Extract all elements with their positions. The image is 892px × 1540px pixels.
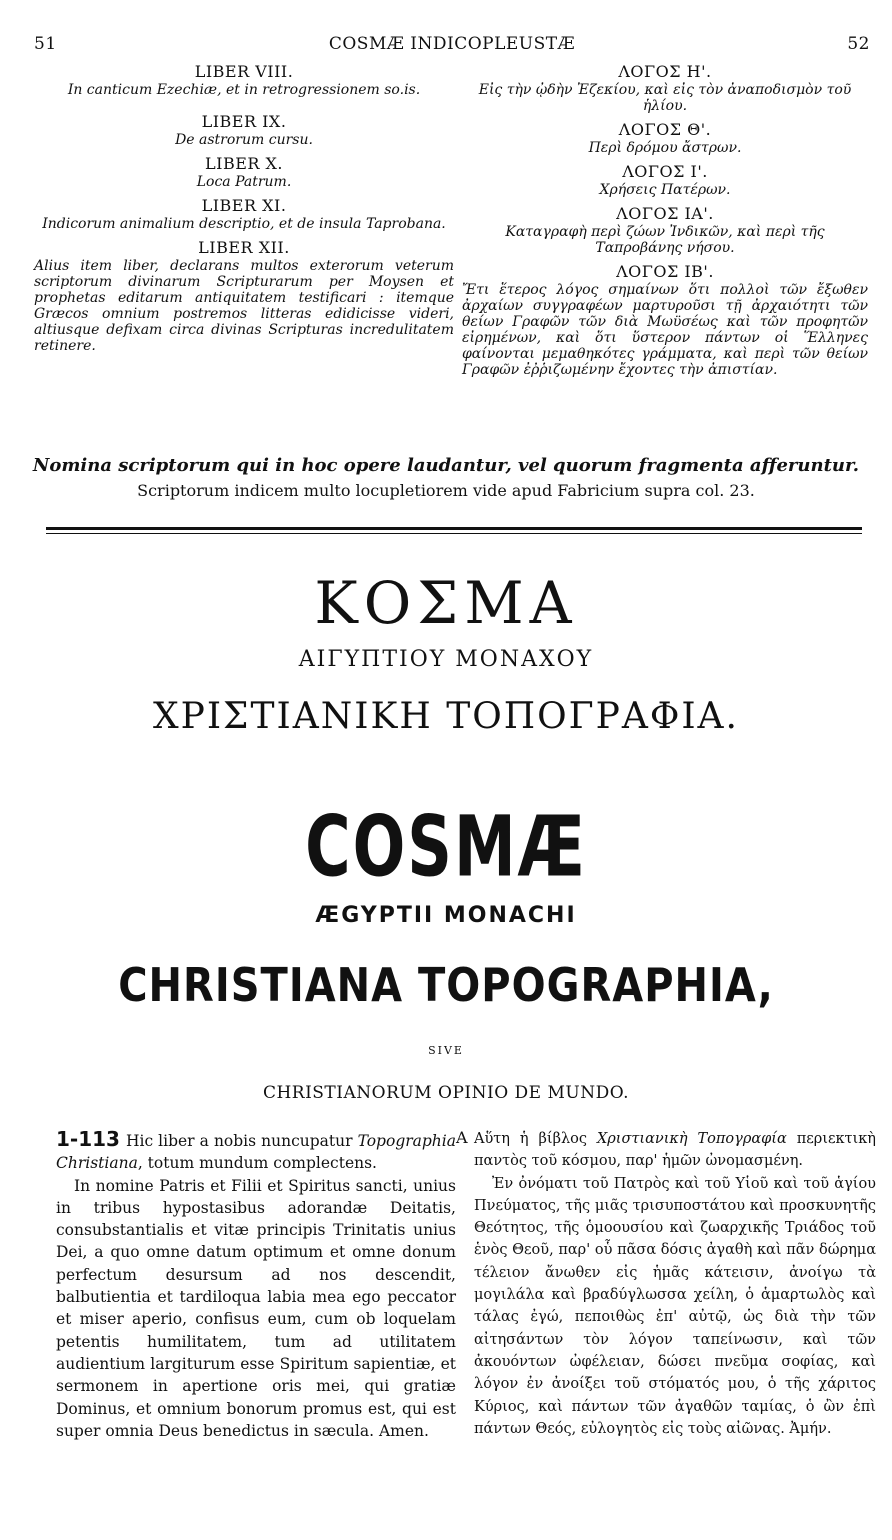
title-alternative: CHRISTIANORUM OPINIO DE MUNDO. <box>262 1083 630 1103</box>
book-description: In canticum Ezechiæ, et in retrogressionem so.is. <box>67 82 421 98</box>
book-heading: LIBER X. <box>205 154 283 173</box>
greek-body-text <box>474 1128 876 1440</box>
page-number-left: 51 <box>34 34 57 54</box>
divider-rule <box>46 527 862 530</box>
greek-title-subtitle: ΑΙΓΥΠΤΙΟΥ ΜΟΝΑΧΟΥ <box>298 647 594 672</box>
book-heading: LIBER XI. <box>201 196 287 215</box>
greek-book-list <box>462 60 868 378</box>
nomina-heading: Nomina scriptorum qui in hoc opere laudantur, vel quorum fragmenta afferuntur. <box>32 455 860 476</box>
greek-title-author: ΚΟΣΜΑ <box>314 569 578 637</box>
latin-title-subtitle: ÆGYPTII MONACHI <box>315 903 577 928</box>
book-heading: LIBER IX. <box>201 112 287 131</box>
book-description: Loca Patrum. <box>196 174 292 190</box>
book-heading: ΛΟΓΟΣ ΙΒ'. <box>616 262 714 281</box>
latin-body-text <box>56 1128 456 1442</box>
running-header <box>34 34 870 56</box>
latin-book-list <box>34 60 454 354</box>
greek-title-work: ΧΡΙΣΤΙΑΝΙΚΗ ΤΟΠΟΓΡΑΦΙΑ. <box>152 696 740 737</box>
book-description: De astrorum cursu. <box>175 132 313 148</box>
book-heading: ΛΟΓΟΣ ΙΑ'. <box>616 204 714 223</box>
title-sive: SIVE <box>428 1044 464 1057</box>
book-heading: LIBER XII. <box>198 238 290 257</box>
book-description: Ἔτι ἕτερος λόγος σημαίνων ὅτι πολλοὶ τῶν ἔξωθεν ἀρχαίων συγγραφέων μαρτυροῦσι τῇ ἀρχαιότητι τῶν θείων Γραφῶν τῶν διὰ Μωϋσέως καὶ τῶν προφητῶν εἰρημένων, καὶ ὅτι ὕστερον πάντων οἱ Ἕλληνες φαίνονται μεμαθηκότες γράμματα, καὶ περὶ τῶν θείων Γραφῶν ἐῤῥιζωμένην ἔχοντες τὴν ἀπιστίαν. <box>462 282 868 378</box>
book-description: Χρήσεις Πατέρων. <box>599 182 731 198</box>
book-heading: LIBER VIII. <box>194 62 294 81</box>
book-description: Indicorum animalium descriptio, et de insula Taprobana. <box>42 216 446 232</box>
running-title: COSMÆ INDICOPLEUSTÆ <box>328 34 576 54</box>
divider-rule <box>46 533 862 534</box>
latin-paragraph: 1-113 Hic liber a nobis nuncupatur Topographia Christiana, totum mundum complectens. <box>56 1127 456 1173</box>
book-heading: ΛΟΓΟΣ Η'. <box>618 62 712 81</box>
latin-title-work: CHRISTIANA TOPOGRAPHIA, <box>118 959 774 1013</box>
page-number-right: 52 <box>847 34 870 54</box>
greek-paragraph: Αὕτη ἡ βίβλος Χριστιανικὴ Τοπογραφία περιεκτικὴ παντὸς τοῦ κόσμου, παρ' ἡμῶν ὠνομασμένη. <box>474 1131 876 1170</box>
book-heading: ΛΟΓΟΣ Θ'. <box>618 120 712 139</box>
latin-paragraph: In nomine Patris et Filii et Spiritus sancti, unius in tribus hypostasibus adorandæ Deitatis, consubstantialis et vitæ principis Trinitatis unius Dei, a quo omne datum optimum et omne donum perfectum desursum ad nos descendit, balbutientia et tardiloqua labia mea ego peccator et miser aperio, confisus eum, cum ob loquelam petentis humilitatem, tum ad utilitatem audientium largiturum esse Spiritum sapientiæ, et sermonem in apertione oris mei, qui gratiæ Dominus, et omnium bonorum promus est, qui est super omnia Deus benedictus in sæcula. Amen. <box>56 1176 456 1440</box>
book-description: Καταγραφὴ περὶ ζώων Ἰνδικῶν, καὶ περὶ τῆς Ταπροβάνης νήσου. <box>505 224 825 256</box>
greek-paragraph: Ἐν ὀνόματι τοῦ Πατρὸς καὶ τοῦ Υἱοῦ καὶ τοῦ ἁγίου Πνεύματος, τῆς μιᾶς τρισυποστάτου καὶ προσκυνητῆς Θεότητος, τῆς ὁμοουσίου καὶ ζωαρχικῆς Τριάδος τοῦ ἑνὸς Θεοῦ, παρ' οὗ πᾶσα δόσις ἀγαθὴ καὶ πᾶν δώρημα τέλειον ἄνωθεν εἰς ἡμᾶς κάτεισιν, ἀνοίγω τὰ μογιλάλα καὶ βραδύγλωσσα χείλη, ὁ ἁμαρτωλὸς καὶ τάλας ἐγώ, πεποιθὼς ἐπ' αὐτῷ, ὡς διὰ τὴν τῶν αἰτησάντων τὸν λόγον ταπείνωσιν, καὶ τῶν ἀκουόντων ὠφέλειαν, δώσει πνεῦμα σοφίας, καὶ λόγον ἐν ἀνοίξει τοῦ στόματός μου, ὁ τῆς χάριτος Κύριος, καὶ πάντων τῶν ἀγαθῶν ταμίας, ὁ ὢν ἐπὶ πάντων Θεός, εὐλογητὸς εἰς τοὺς αἰῶνας. Ἀμήν. <box>474 1175 876 1437</box>
book-description: Εἰς τὴν ᾠδὴν Ἐζεκίου, καὶ εἰς τὸν ἀναποδισμὸν τοῦ ἡλίου. <box>478 82 852 114</box>
column-number: 1-113 <box>56 1127 120 1151</box>
margin-letter: A <box>456 1128 468 1147</box>
nomina-note: Scriptorum indicem multo locupletiorem vide apud Fabricium supra col. 23. <box>137 481 755 500</box>
book-description: Περὶ δρόμου ἄστρων. <box>588 140 742 156</box>
latin-title-author: COSMÆ <box>305 797 587 896</box>
book-heading: ΛΟΓΟΣ Ι'. <box>622 162 708 181</box>
book-description: Alius item liber, declarans multos exterorum veterum scriptorum divinarum Scripturarum per Moysen et prophetas editarum antiquitatem testificari : itemque Græcos omnium postremos litteras edidicisse videri, altiusque defixam circa divinas Scripturas incredulitatem retinere. <box>34 258 454 354</box>
